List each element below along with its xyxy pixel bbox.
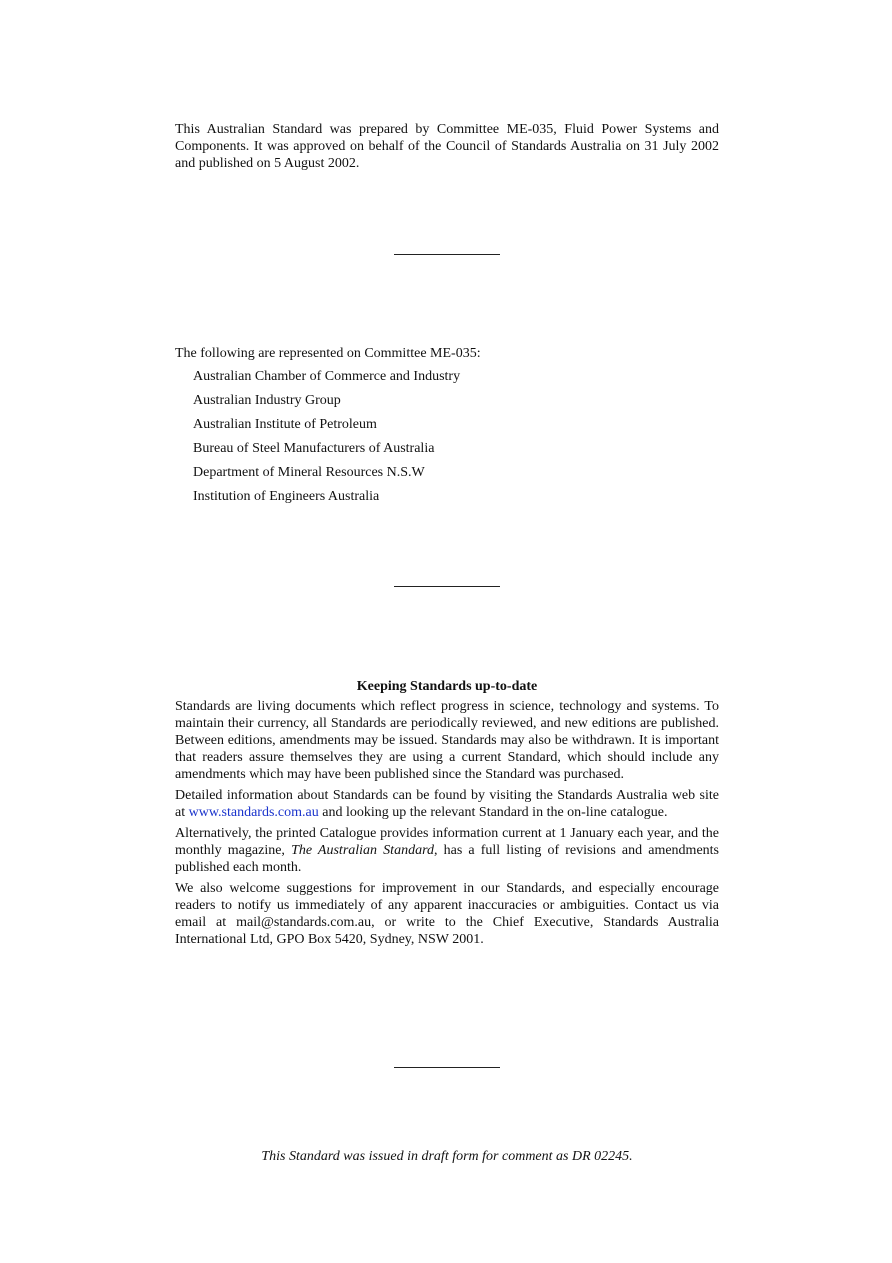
paragraph-text: and looking up the relevant Standard in the on-line catalogue.	[318, 805, 668, 820]
committee-member-list	[175, 368, 719, 505]
committee-member: Department of Mineral Resources N.S.W	[193, 465, 425, 480]
section-divider	[394, 254, 500, 255]
preamble-paragraph	[175, 121, 719, 172]
body-paragraph	[175, 787, 719, 821]
committee-member: Institution of Engineers Australia	[193, 489, 380, 504]
paragraph-text: Alternatively, the printed Catalogue provides information current at 1 January each year, and the monthly magazine,	[175, 826, 719, 858]
committee-member: Bureau of Steel Manufacturers of Australia	[193, 441, 435, 456]
body-paragraph	[175, 825, 719, 876]
section-divider	[394, 1067, 500, 1068]
section-heading: Keeping Standards up-to-date	[356, 679, 538, 694]
draft-note: This Standard was issued in draft form for comment as DR 02245.	[261, 1149, 633, 1164]
committee-member: Australian Institute of Petroleum	[193, 417, 377, 432]
body-paragraph: Standards are living documents which reflect progress in science, technology and systems. To maintain their currency, all Standards are periodically reviewed, and new editions are published. Between editions, amendments may be issued. Standards may also be withdrawn. It is important that readers assure themselves they are using a current Standard, which should include any amendments which may have been published since the Standard was purchased.	[175, 699, 719, 782]
section-divider	[394, 586, 500, 587]
paragraph-text: , has a full listing of revisions and amendments published each month.	[175, 843, 720, 875]
publication-title: The Australian Standard	[291, 843, 434, 858]
paragraph-text: Detailed information about Standards can be found by visiting the Standards Australia web site at	[175, 788, 719, 820]
keeping-standards-section	[175, 678, 719, 952]
website-link[interactable]: www.standards.com.au	[188, 805, 319, 820]
committee-section	[175, 345, 719, 512]
committee-member: Australian Industry Group	[193, 393, 341, 408]
preamble-text: This Australian Standard was prepared by Committee ME-035, Fluid Power Systems and Components. It was approved on behalf of the Council of Standards Australia on 31 July 2002 and published on 5 August 2002.	[175, 122, 719, 171]
body-paragraph: We also welcome suggestions for improvement in our Standards, and especially encourage readers to notify us immediately of any apparent inaccuracies or ambiguities. Contact us via email at mail@standards.com.au, or write to the Chief Executive, Standards Australia International Ltd, GPO Box 5420, Sydney, NSW 2001.	[175, 881, 719, 947]
committee-member: Australian Chamber of Commerce and Industry	[193, 369, 461, 384]
committee-intro: The following are represented on Committee ME-035:	[175, 346, 481, 361]
